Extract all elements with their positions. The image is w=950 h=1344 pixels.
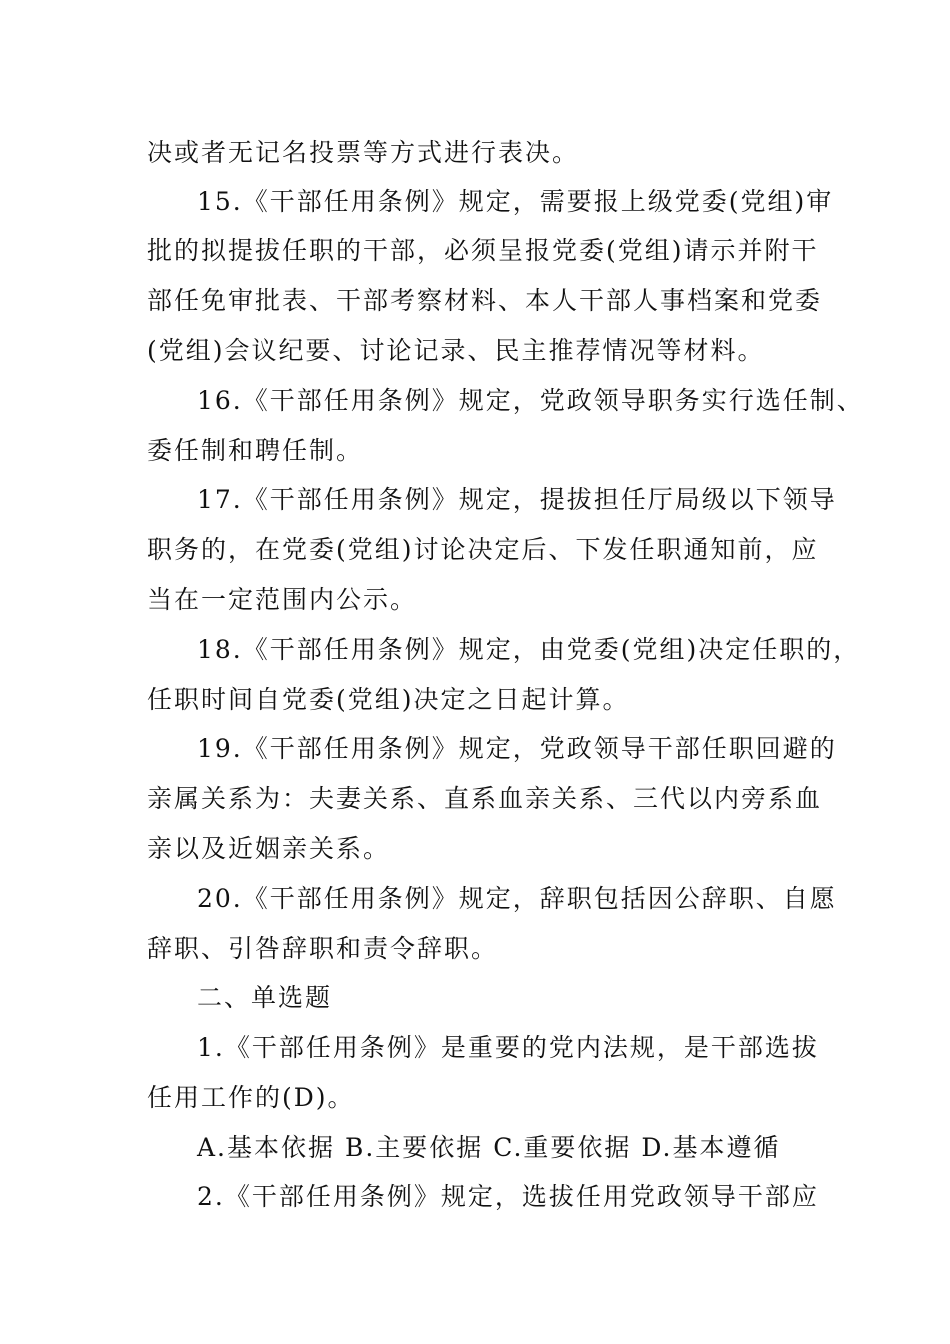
item-20-line-1: 20.《干部任用条例》规定，辞职包括因公辞职、自愿 (197, 884, 837, 913)
item-15-line-2: 批的拟提拔任职的干部，必须呈报党委(党组)请示并附干 (147, 236, 819, 265)
item-19-line-3: 亲以及近姻亲关系。 (147, 834, 391, 863)
item-16-line-1: 16.《干部任用条例》规定，党政领导职务实行选任制、 (197, 386, 864, 415)
item-19-line-2: 亲属关系为：夫妻关系、直系血亲关系、三代以内旁系血 (147, 784, 823, 813)
question-1-line-2: 任用工作的(D)。 (147, 1083, 355, 1112)
section-heading: 二、单选题 (197, 983, 333, 1012)
item-17-line-1: 17.《干部任用条例》规定，提拔担任厅局级以下领导 (197, 485, 837, 514)
item-16-line-2: 委任制和聘任制。 (147, 436, 364, 465)
item-18-line-1: 18.《干部任用条例》规定，由党委(党组)决定任职的， (197, 635, 861, 664)
question-1-line-1: 1.《干部任用条例》是重要的党内法规，是干部选拔 (197, 1033, 819, 1062)
item-20-line-2: 辞职、引咎辞职和责令辞职。 (147, 934, 499, 963)
item-17-line-2: 职务的，在党委(党组)讨论决定后、下发任职通知前，应 (147, 535, 819, 564)
item-15-line-3: 部任免审批表、干部考察材料、本人干部人事档案和党委 (147, 286, 823, 315)
item-15-line-4: (党组)会议纪要、讨论记录、民主推荐情况等材料。 (147, 336, 765, 365)
item-15-line-1: 15.《干部任用条例》规定，需要报上级党委(党组)审 (197, 187, 834, 216)
question-2-line-1: 2.《干部任用条例》规定，选拔任用党政领导干部应 (197, 1182, 819, 1211)
item-19-line-1: 19.《干部任用条例》规定，党政领导干部任职回避的 (197, 734, 837, 763)
item-17-line-3: 当在一定范围内公示。 (147, 585, 418, 614)
item-18-line-2: 任职时间自党委(党组)决定之日起计算。 (147, 685, 630, 714)
question-1-options: A.基本依据 B.主要依据 C.重要依据 D.基本遵循 (197, 1133, 781, 1162)
text-line-1: 决或者无记名投票等方式进行表决。 (147, 138, 580, 167)
